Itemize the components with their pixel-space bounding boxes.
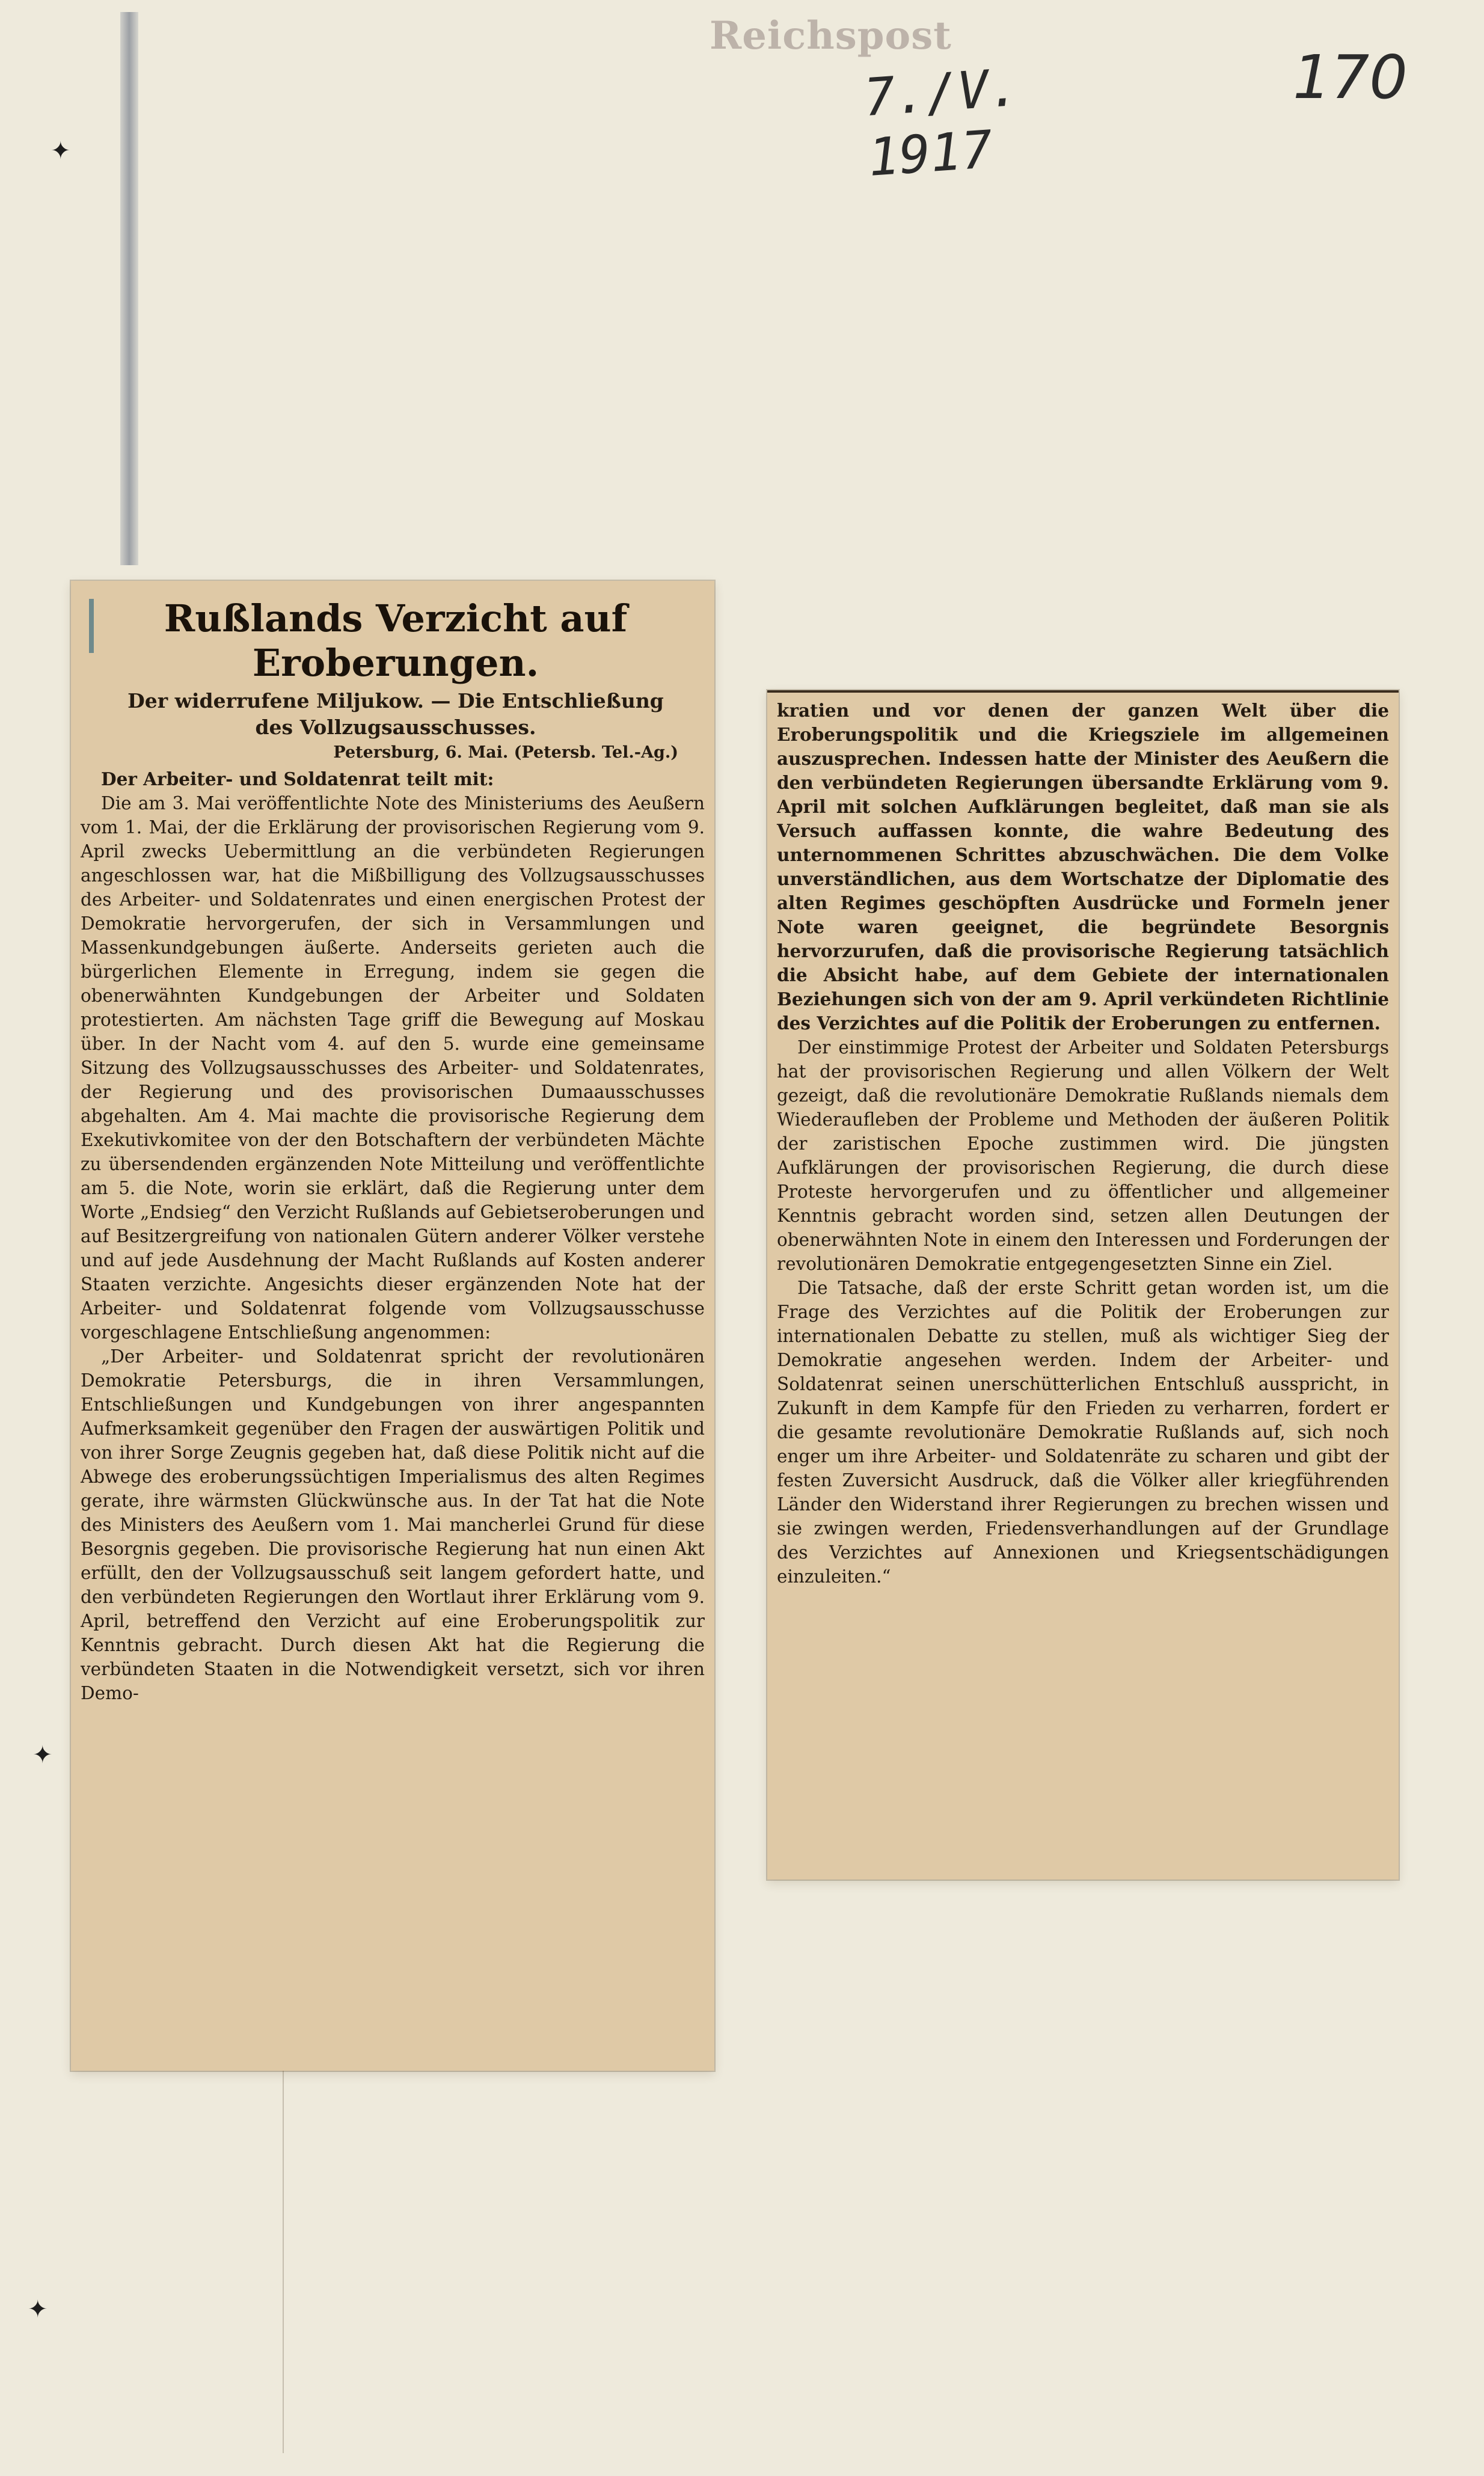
newspaper-clipping-left [71,581,714,2071]
punch-hole-icon: ✦ [32,1741,53,1769]
article-subhead: Der widerrufene Miljukow. — Die Entschließung des Vollzugsausschusses. [127,689,664,739]
article-lead: Der Arbeiter- und Soldatenrat teilt mit: [101,768,494,789]
folio-number: 170 [1293,42,1408,112]
handwritten-date: 7./V. 1917 [862,57,1022,189]
article-paragraph: Die am 3. Mai veröffentlichte Note des Ministeriums des Aeußern vom 1. Mai, der die Erklärung der provisorischen Regierung vom 9. April zwecks Uebermittlung an die verbündeten Regierungen angeschlossen war, hat die Mißbilligung des Vollzugsausschusses des Arbeiter- und Soldatenrates und einen energischen Protest der Demokratie hervorgerufen, der sich in Versammlungen und Massenkundgebungen äußerte. Anderseits gerieten auch die bürgerlichen Elemente in Erregung, indem sie gegen die obenerwähnten Kundgebungen der Arbeiter und Soldaten protestierten. Am nächsten Tage griff die Bewegung auf Moskau über. In der Nacht vom 4. auf den 5. wurde eine gemeinsame Sitzung des Vollzugsausschusses des Arbeiter- und Soldatenrates, der Regierung und des provisorischen Dumaausschusses abgehalten. Am 4. Mai machte die provisorische Regierung dem Exekutivkomitee von der den Botschaftern der verbündeten Mächte zu übersendenden ergänzenden Note Mitteilung und veröffentlichte am 5. die Note, worin sie erklärt, daß die Regierung unter dem Worte „Endsieg“ den Verzicht Rußlands auf Gebietseroberungen und auf Besitzergreifung von nationalen Gütern anderer Völker verstehe und auf jede Ausdehnung der Macht Rußlands auf Kosten anderer Staaten verzichte. Angesichts dieser ergänzenden Note hat der Arbeiter- und Soldatenrat folgende vom Vollzugsausschusse vorgeschlagene Entschließung angenommen: [81,793,705,1343]
newspaper-clipping-right [767,690,1399,1880]
article-paragraph: Der einstimmige Protest der Arbeiter und Soldaten Petersburgs hat der provisorischen Regierung und allen Völkern der Welt gezeigt, daß die revolutionäre Demokratie Rußlands niemals dem Wiederaufleben der Probleme und Methoden der äußeren Politik der zaristischen Epoche zustimmen wird. Die jüngsten Aufklärungen der provisorischen Regierung, die durch diese Proteste hervorgerufen und zu öffentlicher und allgemeiner Kenntnis gebracht worden sind, setzen allen Deutungen der obenerwähnten Note in einem den Interessen und Forderungen der revolutionären Demokratie entgegengesetzten Sinne ein Ziel. [777,1037,1389,1274]
article-column-1 [81,767,705,1705]
article-dateline: Petersburg, 6. Mai. (Petersb. Tel.-Ag.) [333,743,678,762]
reichspost-stamp: Reichspost [710,13,952,58]
fold-line [283,2068,284,2453]
clipping-margin-mark [89,599,94,653]
article-paragraph: kratien und vor denen der ganzen Welt über die Eroberungspolitik und die Kriegsziele im allgemeinen auszusprechen. Indessen hatte der Minister des Aeußern die den verbündeten Regierungen übersandte Erklärung vom 9. April mit solchen Aufklärungen begleitet, daß man sie als Versuch auffassen konnte, die wahre Bedeutung des unternommenen Schrittes abzuschwächen. Die dem Volke unverständlichen, aus dem Wortschatze der Diplomatie des alten Regimes geschöpften Ausdrücke und Formeln jener Note waren geeignet, die begründete Besorgnis hervorzurufen, daß die provisorische Regierung tatsächlich die Absicht habe, auf dem Gebiete der internationalen Beziehungen sich von der am 9. April verkündeten Richtlinie des Verzichtes auf die Politik der Eroberungen zu entfernen. [777,700,1389,1034]
article-paragraph: Die Tatsache, daß der erste Schritt getan worden ist, um die Frage des Verzichtes auf die Politik der Eroberungen zur internationalen Debatte zu stellen, muß als wichtiger Sieg der Demokratie angesehen werden. Indem der Arbeiter- und Soldatenrat seinen unerschütterlichen Entschluß ausspricht, in Zukunft in dem Kampfe für den Frieden zu verharren, fordert er die gesamte revolutionäre Demokratie Rußlands auf, sich noch enger um ihre Arbeiter- und Soldatenräte zu scharen und gibt der festen Zuversicht Ausdruck, daß die Völker aller kriegführenden Länder den Widerstand ihrer Regierungen zu brechen wissen und sie zwingen werden, Friedensverhandlungen auf der Grundlage des Verzichtes auf Annexionen und Kriegsentschädigungen einzuleiten.“ [777,1278,1389,1587]
article-paragraph: „Der Arbeiter- und Soldatenrat spricht der revolutionären Demokratie Petersburgs, die in ihren Versammlungen, Entschließungen und Kundgebungen von ihrer angespannten Aufmerksamkeit gegenüber den Fragen der auswärtigen Politik und von ihrer Sorge Zeugnis gegeben hat, daß diese Politik nicht auf die Abwege des eroberungssüchtigen Imperialismus des alten Regimes gerate, ihre wärmsten Glückwünsche aus. In der Tat hat die Note des Ministers des Aeußern vom 1. Mai mancherlei Grund für diese Besorgnis gegeben. Die provisorische Regierung hat nun einen Akt erfüllt, den der Vollzugsausschuß seit langem gefordert hatte, und den verbündeten Regierungen den Wortlaut ihrer Erklärung vom 9. April, betreffend den Verzicht auf eine Eroberungspolitik zur Kenntnis gebracht. Durch diesen Akt hat die Regierung die verbündeten Staaten in die Notwendigkeit versetzt, sich vor ihren Demo- [81,1346,705,1703]
punch-hole-icon: ✦ [51,137,71,165]
article-headline: Rußlands Verzicht auf Eroberungen. [164,596,628,685]
punch-hole-icon: ✦ [28,2296,48,2323]
paper-edge-shadow [120,12,138,565]
article-column-2 [777,699,1389,1589]
clipping-top-rule [767,690,1399,693]
